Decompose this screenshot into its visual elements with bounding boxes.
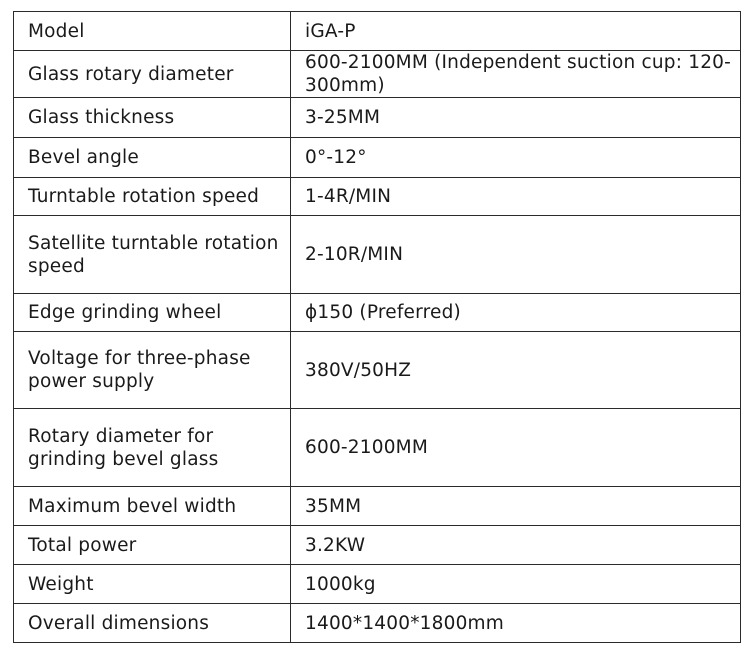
spec-value: 2-10R/MIN	[291, 216, 741, 294]
spec-label: Overall dimensions	[14, 604, 291, 643]
spec-value: 0°-12°	[291, 138, 741, 178]
spec-label: Bevel angle	[14, 138, 291, 178]
table-row	[14, 565, 741, 604]
spec-value: iGA-P	[291, 12, 741, 51]
spec-value: 600-2100MM (Independent suction cup: 120-300mm)	[291, 51, 741, 98]
spec-value: 3-25MM	[291, 98, 741, 138]
table-row	[14, 332, 741, 409]
table-row	[14, 138, 741, 178]
spec-label: Rotary diameter for grinding bevel glass	[14, 409, 291, 487]
specification-table	[13, 11, 741, 643]
spec-label: Voltage for three-phase power supply	[14, 332, 291, 409]
spec-label: Satellite turntable rotation speed	[14, 216, 291, 294]
table-row	[14, 409, 741, 487]
spec-label: Edge grinding wheel	[14, 294, 291, 332]
spec-label: Glass rotary diameter	[14, 51, 291, 98]
spec-value: 1000kg	[291, 565, 741, 604]
table-row	[14, 604, 741, 643]
spec-label: Weight	[14, 565, 291, 604]
spec-value: 1400*1400*1800mm	[291, 604, 741, 643]
spec-value: 1-4R/MIN	[291, 178, 741, 216]
table-row	[14, 51, 741, 98]
spec-value: ϕ150 (Preferred)	[291, 294, 741, 332]
spec-value: 3.2KW	[291, 526, 741, 565]
table-row	[14, 526, 741, 565]
spec-value: 380V/50HZ	[291, 332, 741, 409]
table-row	[14, 294, 741, 332]
spec-label: Model	[14, 12, 291, 51]
spec-value: 35MM	[291, 487, 741, 526]
spec-label: Maximum bevel width	[14, 487, 291, 526]
table-row	[14, 487, 741, 526]
spec-label: Total power	[14, 526, 291, 565]
spec-label: Turntable rotation speed	[14, 178, 291, 216]
table-row	[14, 12, 741, 51]
spec-label: Glass thickness	[14, 98, 291, 138]
table-row	[14, 216, 741, 294]
spec-value: 600-2100MM	[291, 409, 741, 487]
table-row	[14, 178, 741, 216]
table-row	[14, 98, 741, 138]
